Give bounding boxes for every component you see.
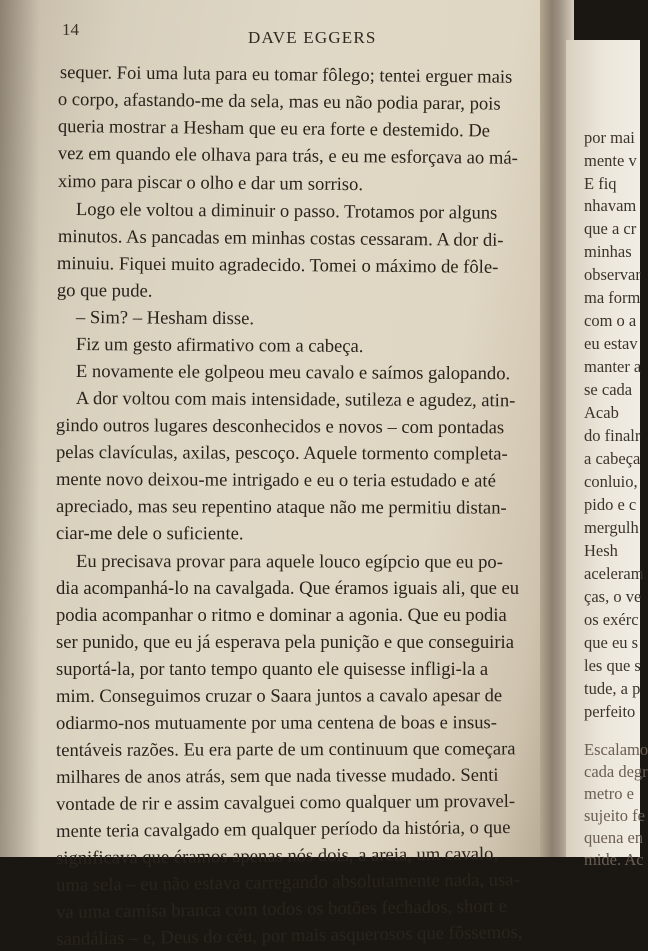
- body-line: sandálias – e, Deus do céu, por mais asquerosos que fôssemos,: [56, 921, 523, 950]
- right-page-line: do finalr: [584, 426, 641, 445]
- body-line: ximo para piscar o olho e dar um sorriso.: [57, 171, 364, 196]
- body-line: mim. Conseguimos cruzar o Saara juntos a cavalo apesar de: [56, 685, 503, 707]
- body-line: E novamente ele golpeou meu cavalo e saímos galopando.: [75, 361, 511, 385]
- body-line: – Sim? – Hesham disse.: [75, 307, 255, 330]
- page-edge-shadow: [0, 0, 40, 857]
- right-page-line: cada degr: [584, 762, 648, 781]
- page-number: 14: [62, 20, 79, 39]
- right-page-line: que eu s: [584, 633, 639, 652]
- body-line: milhares de anos atrás, sem que nada tivesse mudado. Senti: [56, 764, 499, 788]
- right-page-line: sujeito fe: [584, 806, 645, 825]
- right-page-line: metro e: [584, 784, 634, 803]
- body-line: go que pude.: [56, 280, 153, 302]
- body-line: odiarmo-nos mutuamente por uma centena de boas e insus-: [56, 712, 498, 734]
- right-page-line: ma form: [584, 288, 641, 307]
- right-page-line: ças, o ve: [584, 587, 642, 606]
- right-page-line: observar: [584, 265, 641, 284]
- body-line: Logo ele voltou a diminuir o passo. Trotamos por alguns: [75, 199, 498, 224]
- right-page-line: com o a: [584, 311, 637, 330]
- body-line: queria mostrar a Hesham que eu era forte e destemido. De: [57, 116, 491, 142]
- right-page-line: E fiq: [584, 174, 617, 193]
- body-line: podia acompanhar o ritmo e dominar a agonia. Que eu podia: [56, 605, 507, 626]
- body-line: o corpo, afastando-me da sela, mas eu não podia parar, pois: [57, 89, 501, 115]
- body-line: apreciado, mas seu repentino ataque não me permitiu distan-: [55, 496, 507, 519]
- right-page-line: conluio,: [584, 472, 638, 491]
- body-line: gindo outros lugares desconhecidos e novos – com pontadas: [55, 415, 505, 439]
- right-page-line: nhavam: [584, 196, 637, 215]
- body-line: vez em quando ele olhava para trás, e eu me esforçava ao má-: [57, 143, 518, 169]
- right-page-line: mide. Ac: [584, 850, 644, 869]
- right-page-line: Escalamo: [584, 740, 648, 759]
- right-page-line: manter a: [584, 357, 642, 376]
- body-line: minutos. As pancadas em minhas costas cessaram. A dor di-: [57, 226, 504, 251]
- right-page-line: se cada: [584, 380, 633, 399]
- right-page-line: mergulh: [584, 518, 639, 537]
- body-line: ser punido, que eu já esperava pela punição e que conseguiria: [56, 632, 514, 653]
- body-line: Fiz um gesto afirmativo com a cabeça.: [75, 334, 364, 358]
- right-page-line: minhas: [584, 242, 632, 261]
- right-page-line: les que s: [584, 656, 641, 675]
- running-header-author: DAVE EGGERS: [248, 28, 377, 47]
- right-page-line: por mai: [584, 128, 635, 147]
- body-line: suportá-la, por tanto tempo quanto ele quisesse infligi-la a: [56, 659, 489, 680]
- right-page-line: tude, a p: [584, 679, 641, 698]
- body-line: va uma camisa branca com todos os botões fechados, short e: [56, 895, 508, 923]
- right-page-line: Acab: [584, 403, 619, 422]
- body-line: pelas clavículas, axilas, pescoço. Aquele tormento completa-: [55, 442, 508, 465]
- body-line: A dor voltou com mais intensidade, sutileza e agudez, atin-: [75, 388, 516, 412]
- body-line: mente teria cavalgado em qualquer período da história, o que: [56, 817, 511, 842]
- right-page-line: perfeito: [584, 702, 636, 721]
- body-line: Eu precisava provar para aquele louco egípcio que eu po-: [75, 551, 503, 573]
- body-line: sequer. Foi uma luta para eu tomar fôlego; tentei erguer mais: [59, 62, 513, 88]
- body-line: ciar-me dele o suficiente.: [55, 523, 244, 545]
- body-line: significava que éramos apenas nós dois, a areia, um cavalo,: [56, 843, 499, 869]
- right-page-line: quena en: [584, 828, 644, 847]
- body-line: mente novo deixou-me intrigado e eu o teria estudado e até: [55, 469, 496, 492]
- right-book-page: [566, 40, 648, 869]
- body-line: uma sela – eu não estava carregando absolutamente nada, usa-: [56, 869, 520, 896]
- right-page-line: eu estav: [584, 334, 638, 353]
- right-page-line: aceleram: [584, 564, 644, 583]
- body-line: minuiu. Fiquei muito agradecido. Tomei o máximo de fôle-: [56, 253, 499, 278]
- body-line: tentáveis razões. Eu era parte de um continuum que começara: [56, 738, 516, 761]
- body-line: dia acompanhá-lo na cavalgada. Que éramos iguais ali, que eu: [56, 578, 520, 599]
- body-line: vontade de rir e assim cavalguei como qualquer um provavel-: [56, 790, 516, 815]
- right-page-line: Hesh: [584, 541, 618, 560]
- right-page-line: a cabeça: [584, 449, 641, 468]
- right-page-line: mente v: [584, 151, 637, 170]
- right-page-line: pido e c: [584, 495, 637, 514]
- right-page-line: os exérc: [584, 610, 639, 629]
- right-page-line: que a cr: [584, 219, 637, 238]
